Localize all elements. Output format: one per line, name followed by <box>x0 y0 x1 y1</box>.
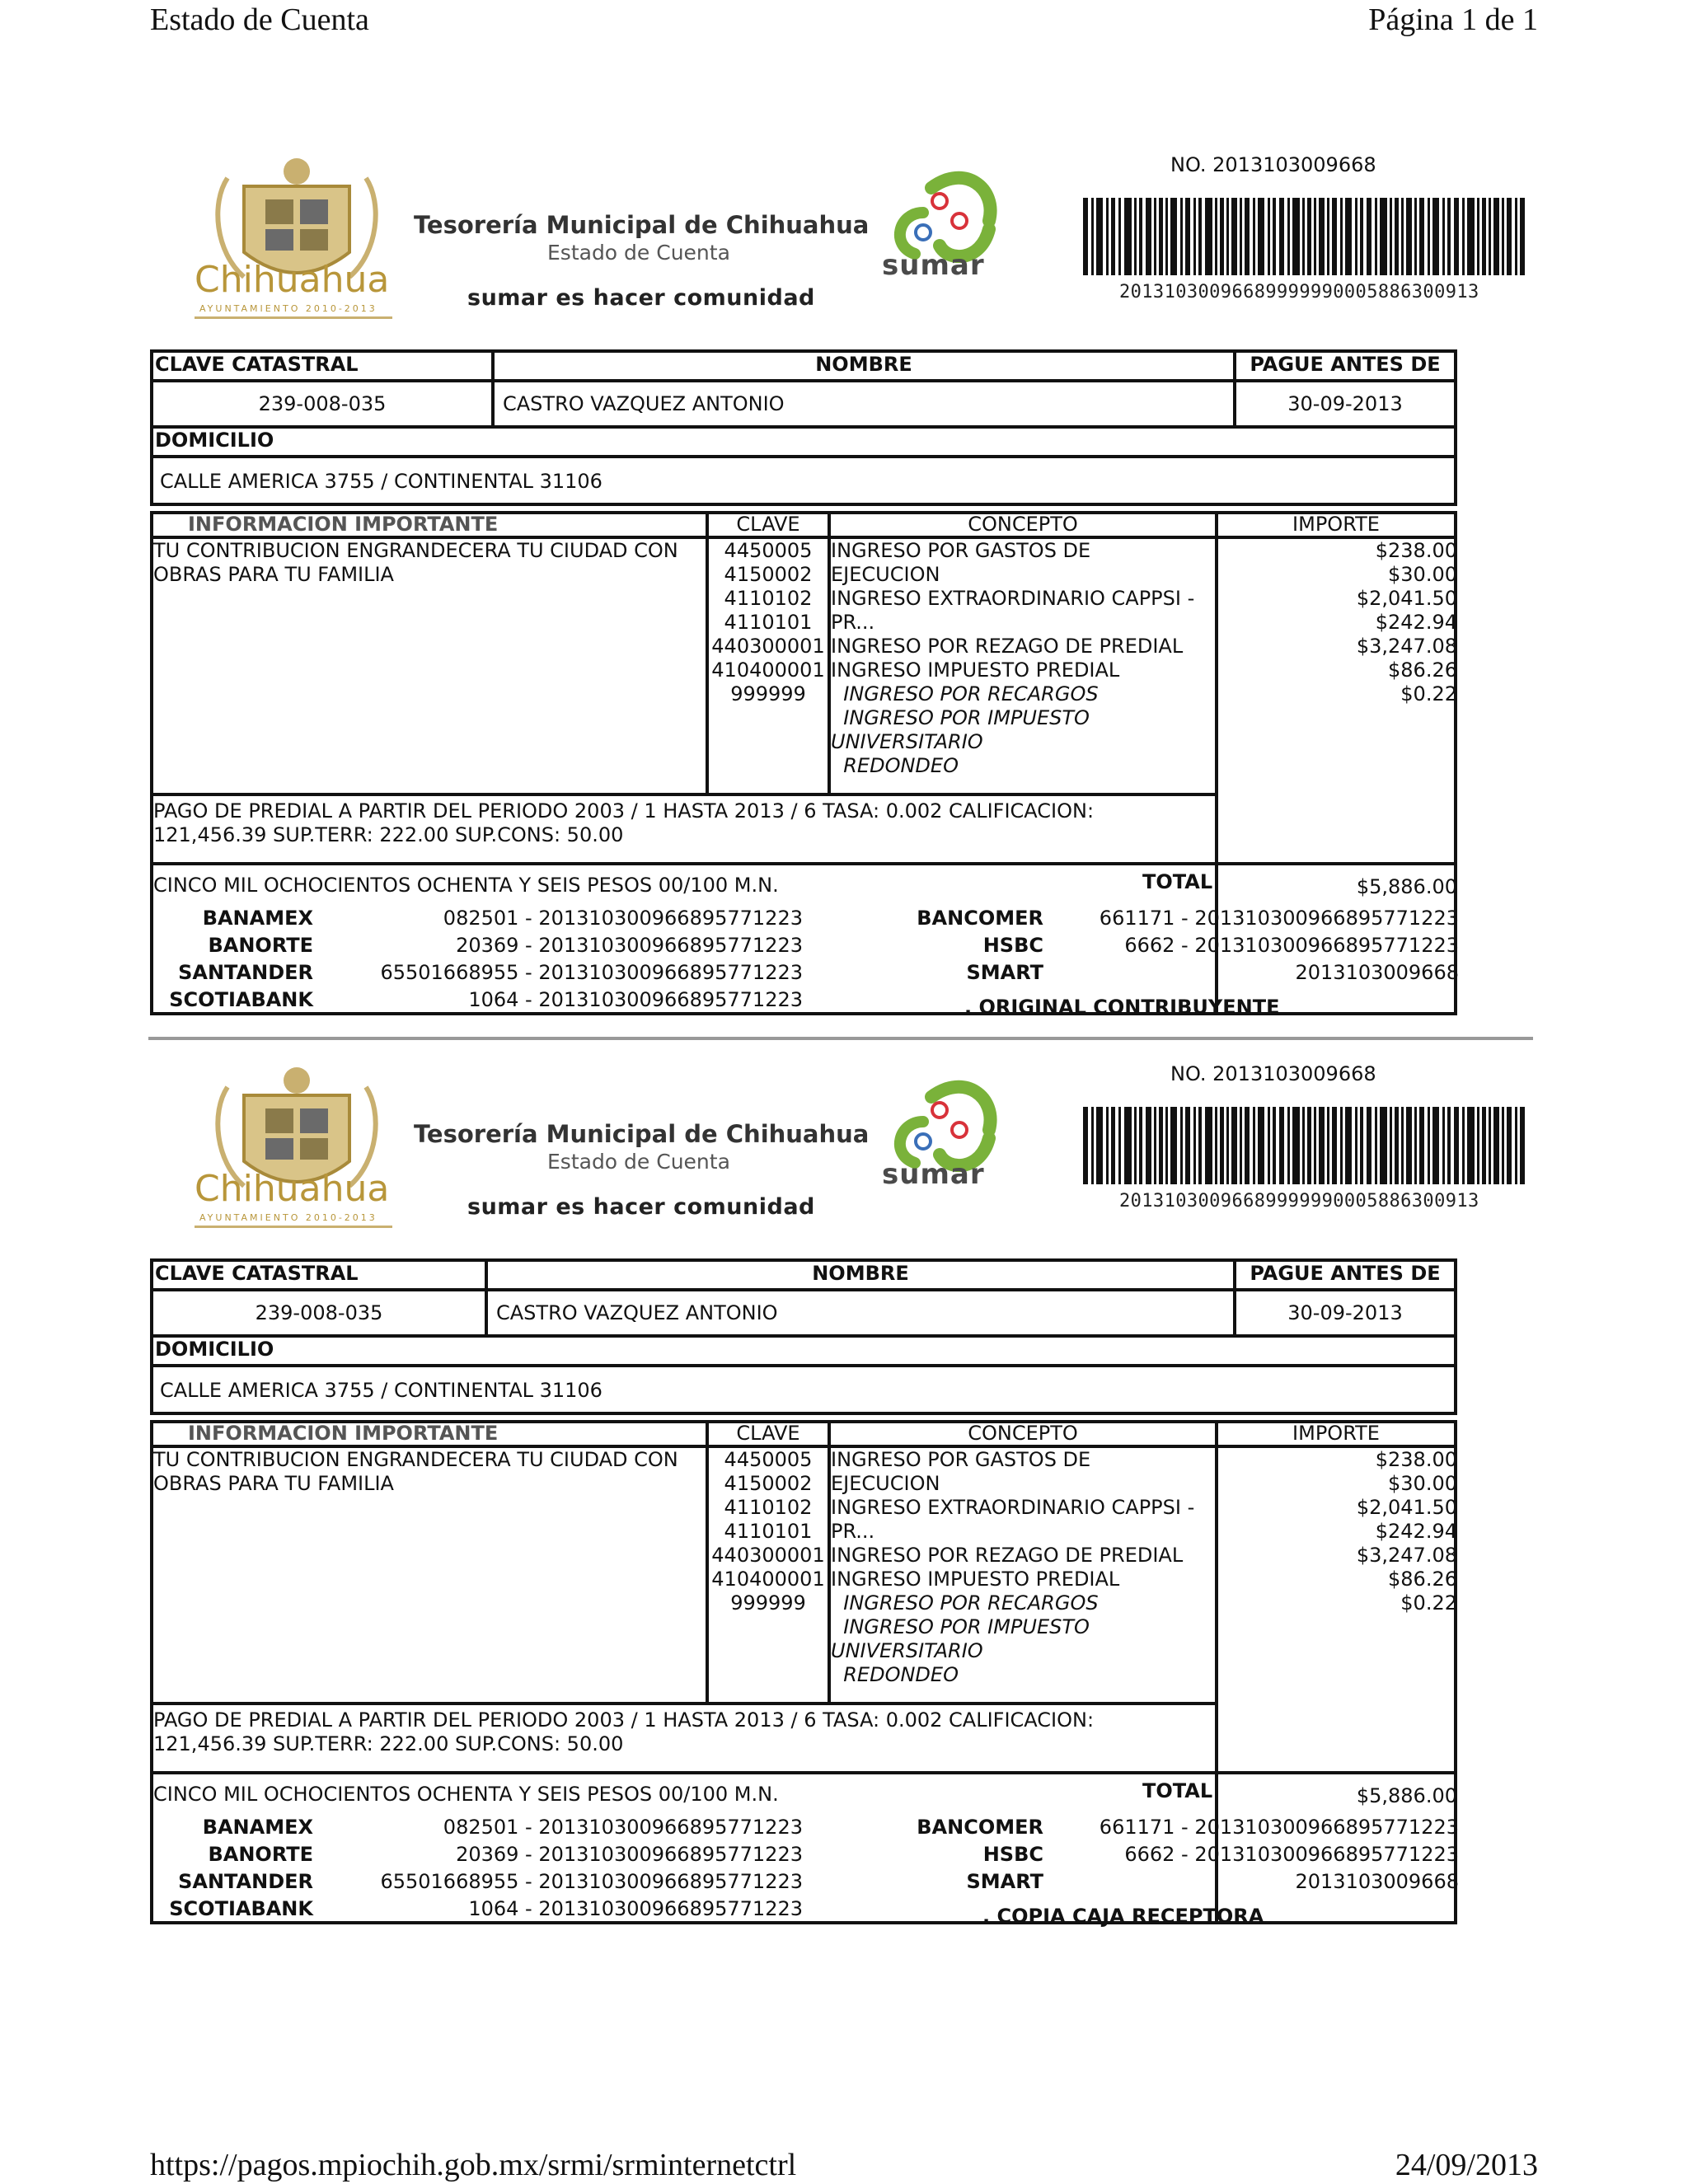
motto: sumar es hacer comunidad <box>467 285 815 311</box>
page-footer <box>150 2147 1538 2183</box>
clave-list: 4450005 4150002 4110102 4110101 440300001 410400001 999999 <box>711 539 825 705</box>
domicilio-value: CALLE AMERICA 3755 / CONTINENTAL 31106 <box>160 470 603 493</box>
pague-antes-value: 30-09-2013 <box>1287 1301 1403 1324</box>
info-header: INFORMACION IMPORTANTE <box>188 513 499 536</box>
domicilio-box <box>150 1334 1457 1415</box>
periodo-text: PAGO DE PREDIAL A PARTIR DEL PERIODO 2003 / 1 HASTA 2013 / 6 TASA: 0.002 CALIFICACION: 121,456.39 SUP.TERR: 222.00 SUP.CONS: 50.00 <box>153 1708 1095 1755</box>
nombre-value: CASTRO VAZQUEZ ANTONIO <box>496 1301 778 1324</box>
nombre-header: NOMBRE <box>815 353 912 376</box>
treasury-title: Tesorería Municipal de Chihuahua <box>414 1120 870 1148</box>
sumar-wordmark: sumar <box>882 249 985 282</box>
importe-list: $238.00 $30.00 $2,041.50 $242.94 $3,247.08 $86.26 $0.22 <box>1356 1448 1457 1615</box>
document-number: NO. 2013103009668 <box>1170 153 1376 176</box>
bank-scotiabank-ref: 1064 - 201310300966895771223 <box>468 988 803 1011</box>
concepto-list-italic: INGRESO POR RECARGOS INGRESO POR IMPUESTO UNIVERSITARIO REDONDEO <box>831 682 1099 777</box>
bank-bancomer: BANCOMER <box>917 907 1043 930</box>
nombre-header: NOMBRE <box>812 1262 909 1285</box>
bank-banorte-ref: 20369 - 201310300966895771223 <box>456 1843 803 1866</box>
barcode-icon <box>1083 1107 1525 1184</box>
bank-hsbc: HSBC <box>982 1843 1043 1866</box>
concepto-list: INGRESO POR GASTOS DE EJECUCION INGRESO EXTRAORDINARIO CAPPSI - PR... INGRESO POR REZAGO DE PREDIAL INGRESO IMPUESTO PREDIAL <box>831 1448 1195 1591</box>
importe-header: IMPORTE <box>1292 513 1380 536</box>
bank-hsbc: HSBC <box>982 934 1043 957</box>
bank-scotiabank: SCOTIABANK <box>169 1897 313 1920</box>
motto: sumar es hacer comunidad <box>467 1194 815 1220</box>
monto-en-letra: CINCO MIL OCHOCIENTOS OCHENTA Y SEIS PESOS 00/100 M.N. <box>153 874 779 897</box>
pague-antes-value: 30-09-2013 <box>1287 392 1403 415</box>
bank-hsbc-ref: 6662 - 201310300966895771223 <box>1124 1843 1459 1866</box>
document-number: NO. 2013103009668 <box>1170 1062 1376 1085</box>
clave-catastral-value: 239-008-035 <box>255 1301 383 1324</box>
domicilio-box <box>150 425 1457 506</box>
total-label: TOTAL <box>1142 1779 1213 1802</box>
clave-header: CLAVE <box>736 513 800 536</box>
chihuahua-crest-icon <box>195 153 399 326</box>
page-header-title: Estado de Cuenta <box>150 2 369 37</box>
concepto-header: CONCEPTO <box>968 513 1078 536</box>
bank-santander-ref: 65501668955 - 201310300966895771223 <box>380 961 803 984</box>
importe-header: IMPORTE <box>1292 1422 1380 1445</box>
treasury-subtitle: Estado de Cuenta <box>547 1150 730 1174</box>
treasury-subtitle: Estado de Cuenta <box>547 241 730 265</box>
page-number: Página 1 de 1 <box>1368 2 1538 37</box>
bank-bancomer: BANCOMER <box>917 1816 1043 1839</box>
bank-banorte: BANORTE <box>208 1843 313 1866</box>
statement-slip-copy <box>0 1057 1688 1956</box>
bank-scotiabank-ref: 1064 - 201310300966895771223 <box>468 1897 803 1920</box>
sumar-wordmark: sumar <box>882 1158 985 1191</box>
crest-city-text: Chihuahua <box>195 259 390 301</box>
info-header: INFORMACION IMPORTANTE <box>188 1422 499 1445</box>
crest-subtext: AYUNTAMIENTO 2010-2013 <box>199 1212 377 1223</box>
barcode-icon <box>1083 198 1525 275</box>
treasury-title: Tesorería Municipal de Chihuahua <box>414 211 870 239</box>
chihuahua-crest-icon <box>195 1062 399 1235</box>
concepto-list-italic: INGRESO POR RECARGOS INGRESO POR IMPUESTO UNIVERSITARIO REDONDEO <box>831 1591 1099 1686</box>
bank-smart: SMART <box>966 1870 1043 1893</box>
bank-banorte: BANORTE <box>208 934 313 957</box>
nombre-value: CASTRO VAZQUEZ ANTONIO <box>503 392 785 415</box>
info-text: TU CONTRIBUCION ENGRANDECERA TU CIUDAD CON OBRAS PARA TU FAMILIA <box>153 1448 678 1495</box>
total-value: $5,886.00 <box>1356 875 1457 898</box>
statement-slip-original <box>0 148 1688 1047</box>
domicilio-header: DOMICILIO <box>155 429 274 452</box>
info-text: TU CONTRIBUCION ENGRANDECERA TU CIUDAD CON OBRAS PARA TU FAMILIA <box>153 539 678 586</box>
periodo-text: PAGO DE PREDIAL A PARTIR DEL PERIODO 2003 / 1 HASTA 2013 / 6 TASA: 0.002 CALIFICACION: 121,456.39 SUP.TERR: 222.00 SUP.CONS: 50.00 <box>153 799 1095 846</box>
bank-bancomer-ref: 661171 - 201310300966895771223 <box>1099 907 1459 930</box>
footer-url: https://pagos.mpiochih.gob.mx/srmi/srminternetctrl <box>150 2148 797 2182</box>
bank-banorte-ref: 20369 - 201310300966895771223 <box>456 934 803 957</box>
total-label: TOTAL <box>1142 870 1213 893</box>
pague-antes-header: PAGUE ANTES DE <box>1250 353 1441 376</box>
domicilio-value: CALLE AMERICA 3755 / CONTINENTAL 31106 <box>160 1379 603 1402</box>
bank-smart-ref: 2013103009668 <box>1295 1870 1459 1893</box>
crest-subtext: AYUNTAMIENTO 2010-2013 <box>199 303 377 314</box>
bank-santander: SANTANDER <box>178 961 313 984</box>
bank-scotiabank: SCOTIABANK <box>169 988 313 1011</box>
total-value: $5,886.00 <box>1356 1784 1457 1807</box>
clave-catastral-header: CLAVE CATASTRAL <box>155 1262 359 1285</box>
concepto-header: CONCEPTO <box>968 1422 1078 1445</box>
monto-en-letra: CINCO MIL OCHOCIENTOS OCHENTA Y SEIS PESOS 00/100 M.N. <box>153 1783 779 1806</box>
bank-santander: SANTANDER <box>178 1870 313 1893</box>
bank-banamex: BANAMEX <box>202 907 313 930</box>
importe-list: $238.00 $30.00 $2,041.50 $242.94 $3,247.08 $86.26 $0.22 <box>1356 539 1457 705</box>
copy-label-receptora: . COPIA CAJA RECEPTORA <box>982 1905 1264 1928</box>
bank-santander-ref: 65501668955 - 201310300966895771223 <box>380 1870 803 1893</box>
copy-label-original: . ORIGINAL CONTRIBUYENTE <box>964 996 1280 1019</box>
concepto-list: INGRESO POR GASTOS DE EJECUCION INGRESO EXTRAORDINARIO CAPPSI - PR... INGRESO POR REZAGO DE PREDIAL INGRESO IMPUESTO PREDIAL <box>831 539 1195 682</box>
domicilio-header: DOMICILIO <box>155 1338 274 1361</box>
page-header <box>150 2 1538 38</box>
bank-banamex-ref: 082501 - 201310300966895771223 <box>443 1816 803 1839</box>
bank-banamex: BANAMEX <box>202 1816 313 1839</box>
barcode-digits: 20131030096689999990005886300913 <box>1119 282 1479 302</box>
crest-city-text: Chihuahua <box>195 1168 390 1210</box>
footer-date: 24/09/2013 <box>1395 2148 1538 2182</box>
bank-bancomer-ref: 661171 - 201310300966895771223 <box>1099 1816 1459 1839</box>
clave-catastral-value: 239-008-035 <box>258 392 387 415</box>
pague-antes-header: PAGUE ANTES DE <box>1250 1262 1441 1285</box>
clave-list: 4450005 4150002 4110102 4110101 440300001 410400001 999999 <box>711 1448 825 1615</box>
bank-banamex-ref: 082501 - 201310300966895771223 <box>443 907 803 930</box>
bank-smart: SMART <box>966 961 1043 984</box>
bank-smart-ref: 2013103009668 <box>1295 961 1459 984</box>
bank-hsbc-ref: 6662 - 201310300966895771223 <box>1124 934 1459 957</box>
clave-header: CLAVE <box>736 1422 800 1445</box>
clave-catastral-header: CLAVE CATASTRAL <box>155 353 359 376</box>
barcode-digits: 20131030096689999990005886300913 <box>1119 1191 1479 1212</box>
slip-separator <box>148 1037 1533 1040</box>
